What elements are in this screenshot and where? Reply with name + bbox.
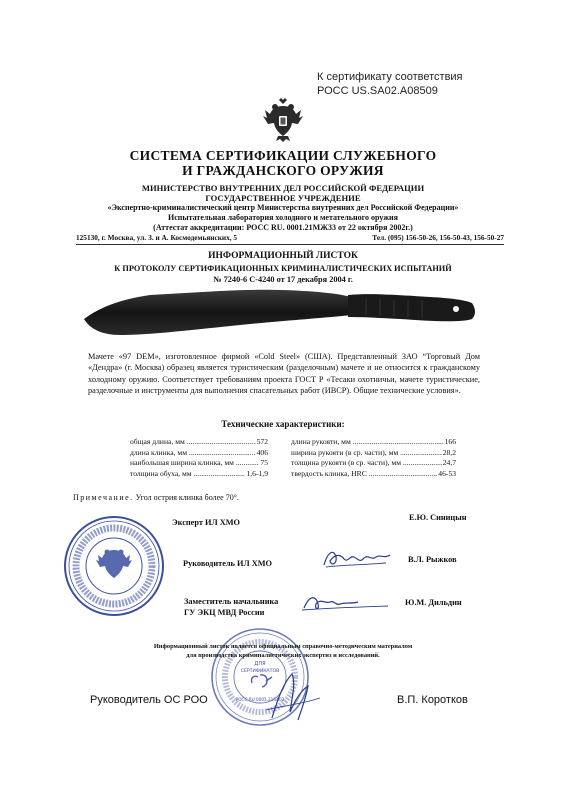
address: 125130, г. Москва, ул. З. и А. Космодемьянских, 5 [76,233,238,242]
spec-row [130,469,268,480]
deputy-role [184,596,278,618]
certification-head-role: Руководитель ОС РОО [90,694,208,706]
expert-role: Эксперт ИЛ ХМО [172,518,240,527]
info-sheet-subtitle [0,263,566,285]
footnote-line1: Информационный листок является официальным справочно-методическим материалом [153,643,413,650]
spec-value: 406 [256,447,268,457]
header-divider [76,244,504,245]
note-prefix: Примечание. [73,493,134,502]
footnote-line2: для производства криминалистических экспертиз и исследований. [186,652,380,659]
institution-name: «Экспертно-криминалистический центр Министерства внутренних дел Российской Федерации» [107,203,459,212]
protocol-number: № 7240-6 С-4240 от 17 декабря 2004 г. [213,275,353,284]
spec-value: 166 [444,437,456,446]
spec-value: 46-53 [438,468,456,478]
spec-label: наибольшая ширина клинка, мм ..... [130,458,259,469]
deputy-name: Ю.М. Дильдин [405,598,462,607]
specs-right-column [291,437,456,479]
spec-value: 572 [256,437,268,446]
deputy-role-line1: Заместитель начальника [184,597,279,606]
spec-value: 28,2 [442,447,456,457]
system-title [0,148,566,178]
spec-row [130,448,268,459]
certificate-reference-number: РОСС US.SA02.A08509 [317,85,438,97]
info-sheet-subtitle-line1: К ПРОТОКОЛУ СЕРТИФИКАЦИОННЫХ КРИМИНАЛИСТИЧЕСКИХ ИСПЫТАНИЙ [114,264,452,273]
spec-row [291,448,456,459]
spec-label: ширина рукояти (в ср. части), мм ..... [291,448,442,459]
laboratory-name: Испытательная лаборатория холодного и метательного оружия [167,213,398,222]
specs-left-column [130,437,268,479]
note [73,493,239,502]
certificate-reference [317,70,463,98]
product-description: Мачете «97 DEM», изготовленное фирмой «Cold Steel» (США). Представленный ЗАО “Торговый Дом «Дендра» (г. Москва) образец является туристическим (разделочным) мачете и не относится к гражданскому холодному оружию. Соответствует требованиям проекта ГОСТ Р «Тесаки охотничьи, мачете туристические, разделочные и инструменты для выполнения спасательных работ (ИВСР). Общие технические условия». [88,352,480,395]
certificate-reference-line1: К сертификату соответствия [317,71,463,83]
ministry-block [60,183,506,233]
seal-label-mid: СЕРТИФИКАТОВ [240,669,280,674]
seal-code: РОСС RU.0001.11SA02 [235,697,285,702]
spec-value: 24,7 [442,458,456,468]
spec-row [291,458,456,469]
footnote [100,642,466,660]
seal-label-top: ДЛЯ [254,661,266,667]
spec-label: твердость клинка, HRC ..... [291,469,437,480]
spec-row [291,437,456,448]
accreditation-line: (Аттестат аккредитации: РОСС RU. 0001.21МЖ33 от 22 октября 2002г.) [153,223,413,232]
spec-label: длина рукояти, мм ..... [291,437,444,448]
machete-image [80,285,480,343]
certification-head-signature-icon [262,668,322,728]
system-title-line1: СИСТЕМА СЕРТИФИКАЦИИ СЛУЖЕБНОГО [129,148,437,163]
head-name: В.Л. Рыжков [408,555,457,564]
official-seal-icon [62,514,166,618]
system-title-line2: И ГРАЖДАНСКОГО ОРУЖИЯ [182,163,384,178]
expert-name: Е.Ю. Синицын [409,513,467,522]
note-text: Угол острия клинка более 70°. [135,493,239,502]
spec-row [130,437,268,448]
state-emblem-icon [262,96,304,142]
certification-head-name: В.П. Коротков [397,694,468,706]
head-role: Руководитель ИЛ ХМО [183,559,273,568]
spec-label: толщина рукояти (в ср. части), мм ..... [291,458,442,469]
spec-value: 75 [260,458,268,468]
deputy-signature-icon [300,590,390,614]
ministry-name: МИНИСТЕРСТВО ВНУТРЕННИХ ДЕЛ РОССИЙСКОЙ ФЕДЕРАЦИИ [141,183,425,193]
spec-row [130,458,268,469]
address-row [76,233,504,242]
spec-label: толщина обуха, мм ..... [130,469,245,480]
head-signature-icon [320,545,394,571]
spec-value: 1,6-1,9 [246,468,268,478]
specs-title: Технические характеристики: [221,419,345,429]
deputy-role-line2: ГУ ЭКЦ МВД России [184,608,265,617]
spec-label: длина клинка, мм ..... [130,448,256,459]
info-sheet-title: ИНФОРМАЦИОННЫЙ ЛИСТОК [208,251,358,261]
spec-row [291,469,456,480]
spec-label: общая длина, мм ..... [130,437,256,448]
phones: Тел. (095) 156-50-26, 156-50-43, 156-50-27 [372,233,504,242]
institution-type: ГОСУДАРСТВЕННОЕ УЧРЕЖДЕНИЕ [205,193,361,203]
